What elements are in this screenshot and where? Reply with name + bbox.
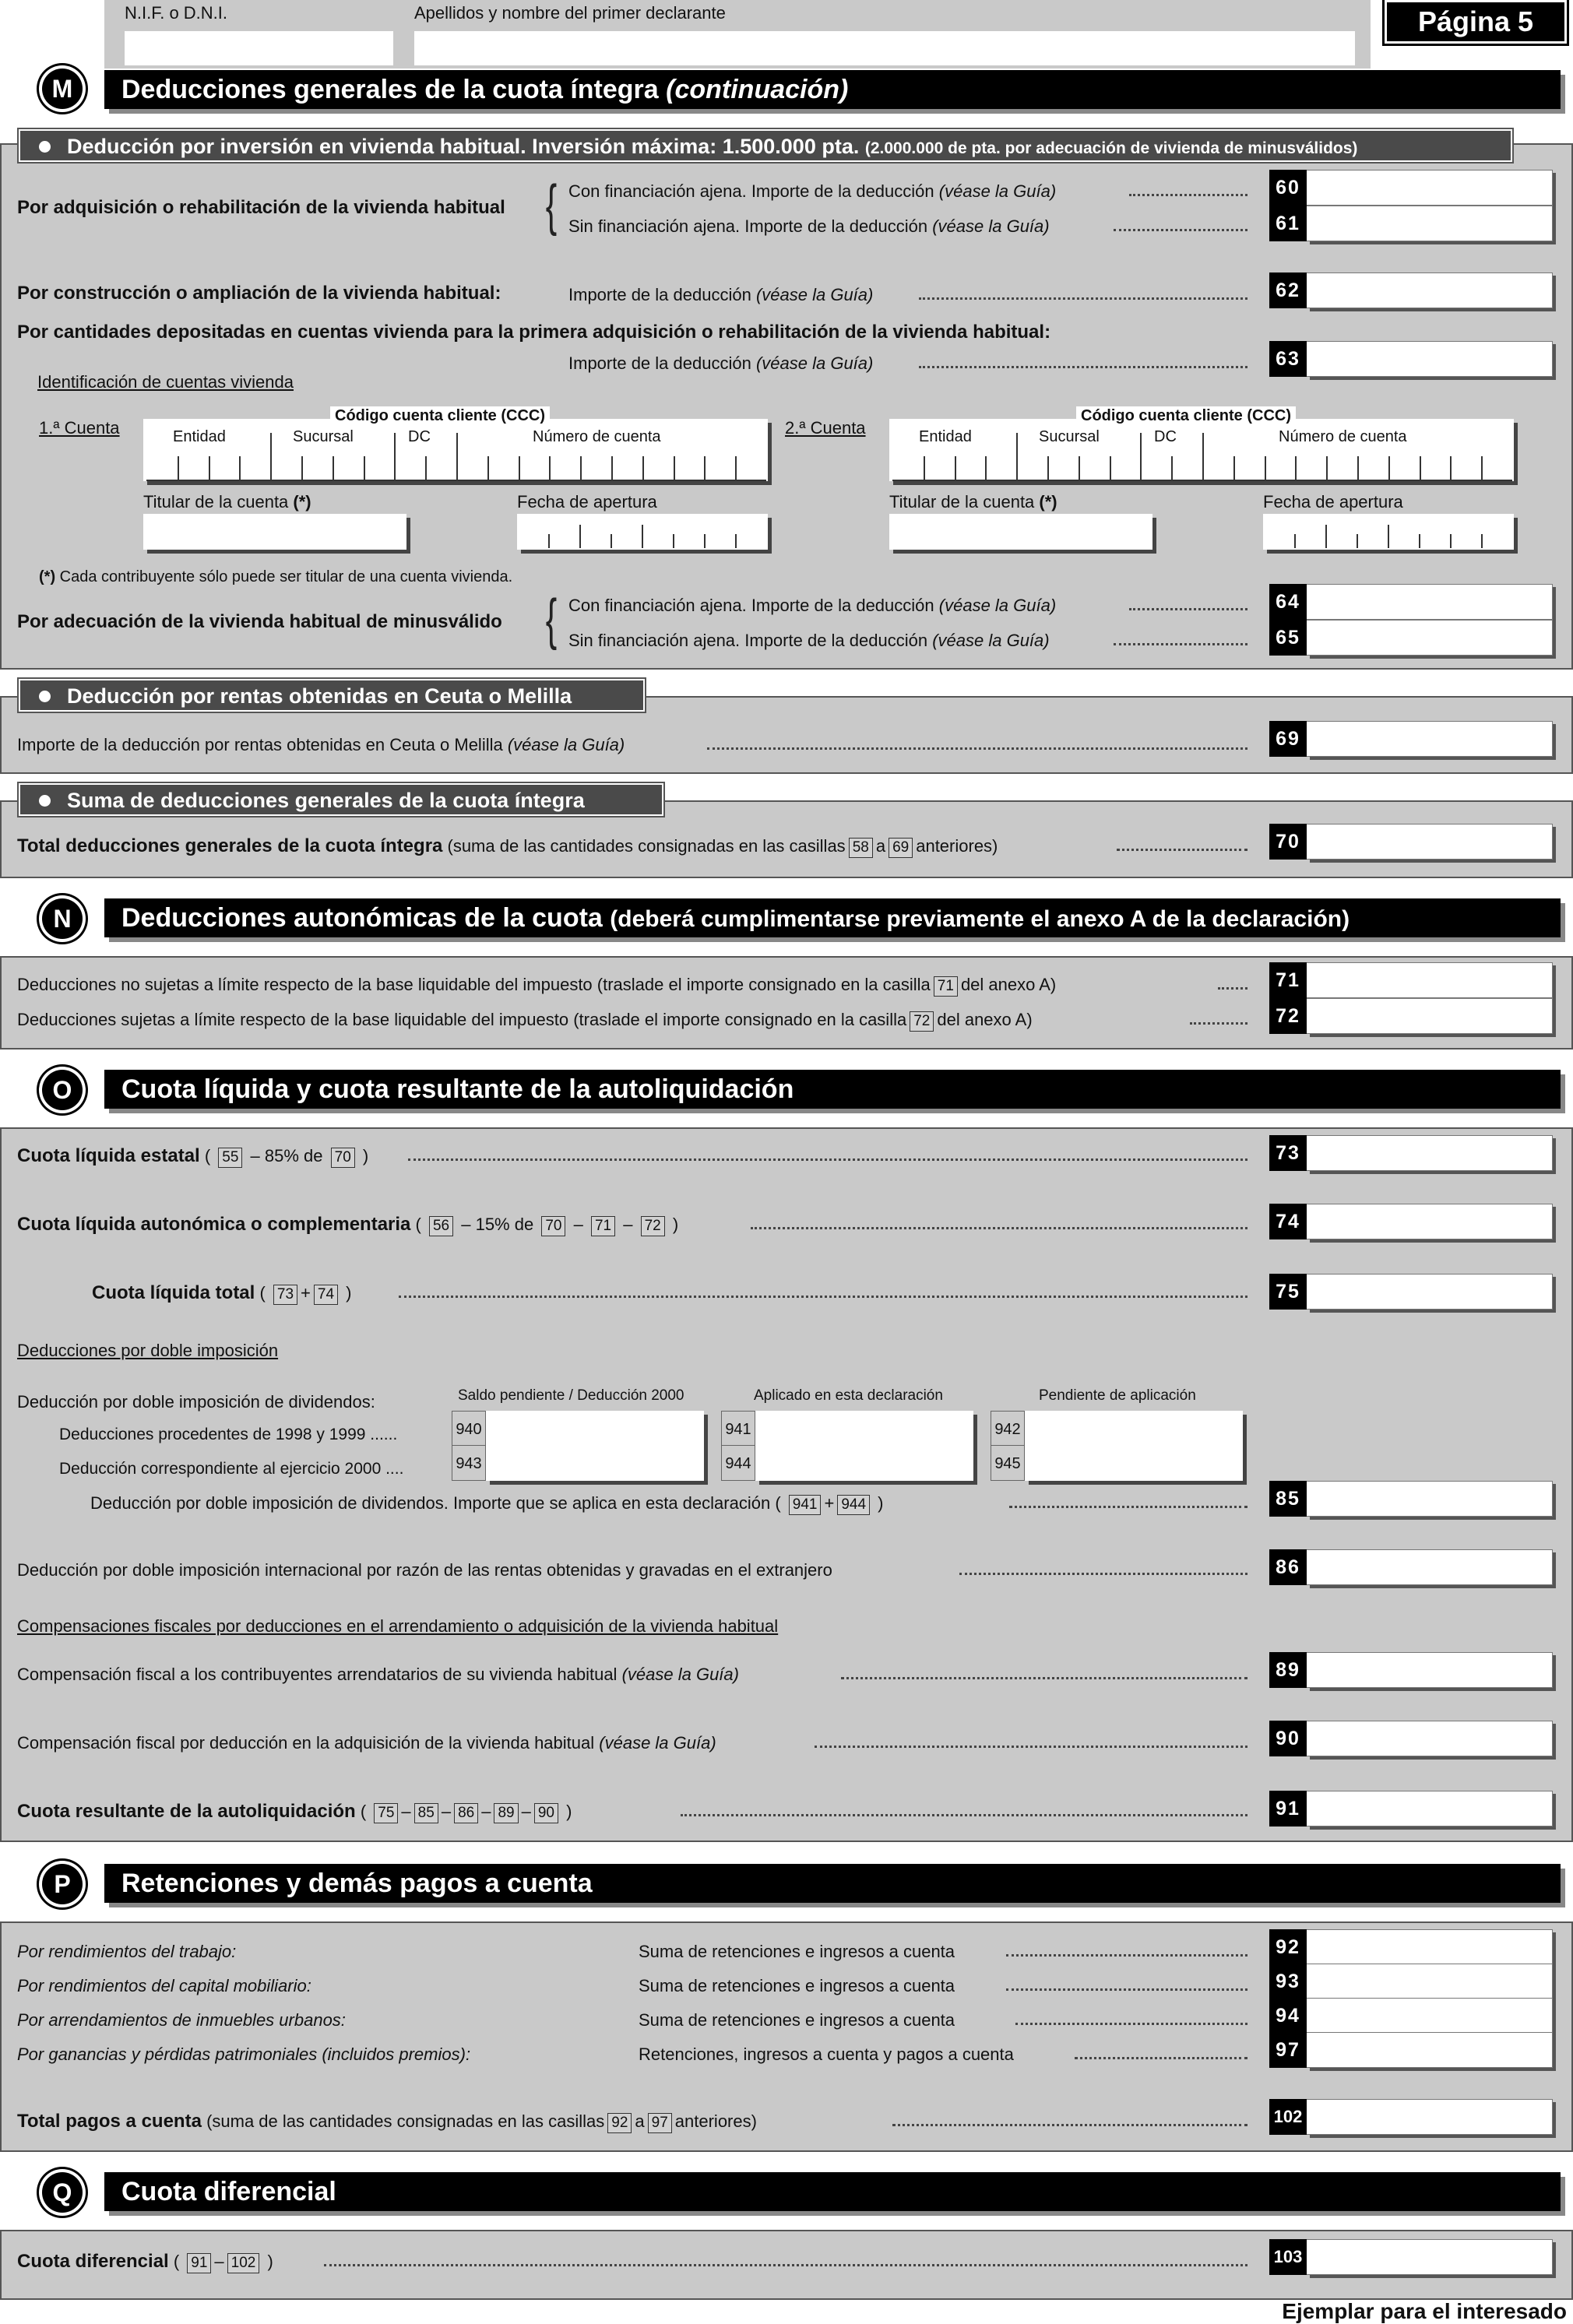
fecha-2-label: Fecha de apertura	[1263, 492, 1403, 512]
leader-dots	[959, 1572, 1247, 1575]
casilla-85-label: 85	[1269, 1481, 1307, 1517]
section-m-title: Deducciones generales de la cuota íntegra	[121, 75, 659, 104]
brace-icon: {	[545, 174, 558, 237]
ccc-1-baseline	[146, 480, 766, 481]
line-86: Deducción por doble imposición internacional por razón de las rentas obtenidas y gravadas en el extranjero	[17, 1560, 832, 1580]
comb-tick	[642, 456, 644, 480]
casilla-97-label: 97	[1269, 2032, 1307, 2068]
casilla-942-field[interactable]	[1025, 1411, 1243, 1447]
numero-cuenta-1: Número de cuenta	[533, 428, 661, 445]
casilla-94-field[interactable]	[1307, 1998, 1553, 2034]
casilla-103-label: 103	[1269, 2239, 1307, 2275]
leader-dots	[1009, 1505, 1247, 1508]
casilla-103-field[interactable]	[1307, 2239, 1553, 2275]
comb-tick	[1140, 433, 1142, 480]
line-85: Deducción por doble imposición de dividendos. Importe que se aplica en esta declaración ( 941 + 944 )	[90, 1493, 883, 1515]
casilla-70-label: 70	[1269, 824, 1307, 860]
casilla-74-field[interactable]	[1307, 1204, 1553, 1239]
section-n-title: Deducciones autonómicas de la cuota	[121, 903, 603, 933]
name-label: Apellidos y nombre del primer declarante	[414, 3, 726, 23]
con-financiacion-64: Con financiación ajena. Importe de la deducción (véase la Guía)	[568, 596, 1057, 615]
casilla-90-label: 90	[1269, 1721, 1307, 1756]
casilla-72-label: 72	[1269, 998, 1307, 1034]
casilla-93-field[interactable]	[1307, 1964, 1553, 1999]
minusvalido-label: Por adecuación de la vivienda habitual de minusválido	[17, 611, 502, 632]
comb-tick	[1233, 456, 1235, 480]
vivienda-tab	[19, 129, 1512, 162]
casilla-64-field[interactable]	[1307, 584, 1553, 620]
casilla-97-field[interactable]	[1307, 2032, 1553, 2068]
brace-icon: {	[545, 589, 558, 651]
leader-dots	[681, 1813, 1247, 1816]
suma-tab	[19, 783, 663, 816]
trabajo-label: Por rendimientos del trabajo:	[17, 1942, 237, 1961]
leader-dots	[707, 747, 1247, 750]
name-field[interactable]	[414, 31, 1355, 65]
comb-tick	[1481, 534, 1483, 548]
comb-tick	[1388, 525, 1389, 548]
section-o-title: Cuota líquida y cuota resultante de la autoliquidación	[121, 1074, 794, 1104]
ceuta-line: Importe de la deducción por rentas obtenidas en Ceuta o Melilla (véase la Guía)	[17, 735, 625, 754]
comb-tick	[985, 456, 987, 480]
entidad-2: Entidad	[919, 428, 972, 445]
trabajo-suma: Suma de retenciones e ingresos a cuenta	[639, 1942, 955, 1961]
line-71: Deducciones no sujetas a límite respecto de la base liquidable del impuesto (traslade el importe consignado en la casilla 71 del anexo A)	[17, 975, 1056, 997]
leader-dots	[399, 1295, 1247, 1298]
casilla-944-field[interactable]	[755, 1445, 973, 1481]
total-pagos-line: Total pagos a cuenta (suma de las cantidades consignadas en las casillas 92 a 97 anteriores)	[17, 2111, 757, 2132]
comb-tick	[519, 456, 520, 480]
comb-tick	[1047, 456, 1049, 480]
numero-cuenta-2: Número de cuenta	[1279, 428, 1407, 445]
comb-tick	[611, 456, 613, 480]
leader-dots	[1006, 1953, 1247, 1957]
importe-63: Importe de la deducción (véase la Guía)	[568, 353, 874, 373]
leader-dots	[1015, 2022, 1247, 2025]
section-p-letter: P	[42, 1864, 83, 1904]
casilla-85-field[interactable]	[1307, 1481, 1553, 1517]
leader-dots	[1218, 986, 1247, 990]
section-o-title-bar	[104, 1070, 1561, 1109]
doble-title: Deducciones por doble imposición	[17, 1341, 279, 1360]
ref-71: 71	[934, 976, 958, 997]
comb-tick	[735, 534, 737, 548]
comb-tick	[1294, 534, 1296, 548]
casilla-70-field[interactable]	[1307, 824, 1553, 860]
comb-tick	[1450, 456, 1452, 480]
cuentas-label: Por cantidades depositadas en cuentas vivienda para la primera adquisición o rehabilitación de la vivienda habitual:	[17, 322, 1051, 343]
casilla-73-field[interactable]	[1307, 1135, 1553, 1171]
casilla-941-field[interactable]	[755, 1411, 973, 1447]
section-m-letter: M	[42, 69, 83, 109]
titular-2-field[interactable]	[889, 514, 1152, 550]
leader-dots	[892, 2123, 1247, 2126]
casilla-71-field[interactable]	[1307, 962, 1553, 998]
ganancias-retenciones: Retenciones, ingresos a cuenta y pagos a cuenta	[639, 2044, 1014, 2064]
casilla-92-label: 92	[1269, 1929, 1307, 1965]
leader-dots	[1129, 193, 1247, 196]
comb-tick	[1357, 456, 1359, 480]
casilla-89-label: 89	[1269, 1652, 1307, 1688]
casilla-945-field[interactable]	[1025, 1445, 1243, 1481]
casilla-943-field[interactable]	[486, 1445, 704, 1481]
comb-tick	[924, 456, 925, 480]
casilla-62-field[interactable]	[1307, 272, 1553, 308]
leader-dots	[1114, 228, 1247, 231]
ceuta-tab-title: Deducción por rentas obtenidas en Ceuta o Melilla	[67, 684, 572, 708]
capital-label: Por rendimientos del capital mobiliario:	[17, 1976, 311, 1995]
line-72: Deducciones sujetas a límite respecto de la base liquidable del impuesto (traslade el importe consignado en la casilla 72 del anexo A)	[17, 1010, 1033, 1032]
casilla-945-label: 945	[991, 1445, 1025, 1481]
ref-97: 97	[648, 2113, 672, 2133]
casilla-63-field[interactable]	[1307, 341, 1553, 377]
leader-dots	[841, 1676, 1247, 1679]
comb-tick	[333, 456, 334, 480]
comb-tick	[704, 456, 706, 480]
comb-tick	[1481, 456, 1483, 480]
leader-dots	[919, 365, 1247, 368]
ccc-2-baseline	[892, 480, 1512, 481]
comb-tick	[1079, 456, 1080, 480]
casilla-944-label: 944	[721, 1445, 755, 1481]
col-aplicado: Aplicado en esta declaración	[754, 1387, 943, 1404]
comb-tick	[364, 456, 365, 480]
comb-tick	[673, 534, 674, 548]
casilla-86-field[interactable]	[1307, 1549, 1553, 1585]
comb-tick	[548, 534, 550, 548]
comb-tick	[549, 456, 551, 480]
ref-69: 69	[889, 838, 913, 858]
casilla-91-field[interactable]	[1307, 1791, 1553, 1827]
ejemplar-label: Ejemplar para el interesado	[1282, 2299, 1567, 2323]
leader-dots	[1006, 1988, 1247, 1991]
leader-dots	[815, 1745, 1247, 1748]
dc-2: DC	[1154, 428, 1177, 445]
line-91: Cuota resultante de la autoliquidación ( 75 – 85 – 86 – 89 – 90 )	[17, 1801, 572, 1822]
line-75: Cuota líquida total ( 73 + 74 )	[92, 1282, 352, 1303]
sucursal-1: Sucursal	[293, 428, 354, 445]
comb-tick	[425, 456, 427, 480]
titular-1-field[interactable]	[143, 514, 406, 550]
casilla-93-label: 93	[1269, 1964, 1307, 1999]
casilla-74-label: 74	[1269, 1204, 1307, 1239]
comb-tick	[1420, 456, 1421, 480]
comb-tick	[579, 525, 581, 548]
casilla-71-label: 71	[1269, 962, 1307, 998]
dc-1: DC	[408, 428, 431, 445]
comb-tick	[704, 534, 706, 548]
section-q-letter: Q	[42, 2172, 83, 2213]
comb-tick	[301, 456, 303, 480]
comb-tick	[1295, 456, 1297, 480]
vivienda-tab-note: (2.000.000 de pta. por adecuación de vivienda de minusválidos)	[864, 139, 1358, 157]
casilla-72-field[interactable]	[1307, 998, 1553, 1034]
casilla-94-label: 94	[1269, 1998, 1307, 2034]
casilla-63-label: 63	[1269, 341, 1307, 377]
cuenta-1-label: 1.ª Cuenta	[39, 418, 120, 438]
casilla-64-label: 64	[1269, 584, 1307, 620]
titular-2-label: Titular de la cuenta (*)	[889, 492, 1057, 512]
con-financiacion-60: Con financiación ajena. Importe de la deducción (véase la Guía)	[568, 181, 1057, 201]
section-o-letter: O	[42, 1070, 83, 1110]
casilla-60-field[interactable]	[1307, 170, 1553, 206]
casilla-102-label: 102	[1269, 2099, 1307, 2135]
comb-tick	[239, 456, 241, 480]
section-m-title-bar	[104, 70, 1561, 109]
arrendamientos-suma: Suma de retenciones e ingresos a cuenta	[639, 2010, 955, 2030]
line-73: Cuota líquida estatal ( 55 – 85% de 70 )	[17, 1145, 369, 1166]
vivienda-tab-title: Deducción por inversión en vivienda habitual. Inversión máxima: 1.500.000 pta.	[67, 135, 860, 158]
casilla-69-label: 69	[1269, 721, 1307, 757]
ccc-1-caption: Código cuenta cliente (CCC)	[330, 406, 550, 425]
leader-dots	[324, 2263, 1247, 2266]
sucursal-2: Sucursal	[1039, 428, 1100, 445]
fecha-1-label: Fecha de apertura	[517, 492, 657, 512]
leader-dots	[1114, 642, 1247, 645]
section-q-title: Cuota diferencial	[121, 2177, 336, 2206]
comb-tick	[1110, 456, 1111, 480]
cuenta-2-label: 2.ª Cuenta	[785, 418, 866, 438]
casilla-89-field[interactable]	[1307, 1652, 1553, 1688]
casilla-102-field[interactable]	[1307, 2099, 1553, 2135]
leader-dots	[1075, 2056, 1247, 2059]
casilla-69-field[interactable]	[1307, 721, 1553, 757]
comb-tick	[1202, 433, 1204, 480]
comb-tick	[456, 433, 458, 480]
col-pendiente: Pendiente de aplicación	[1039, 1387, 1196, 1404]
dividendos-label: Deducción por doble imposición de dividendos:	[17, 1392, 375, 1412]
casilla-65-label: 65	[1269, 620, 1307, 656]
casilla-940-label: 940	[452, 1411, 486, 1447]
nota-cuenta: (*) Cada contribuyente sólo puede ser titular de una cuenta vivienda.	[39, 568, 513, 585]
page-label: Página 5	[1417, 5, 1534, 37]
construccion-label: Por construcción o ampliación de la vivienda habitual:	[17, 283, 501, 304]
comb-tick	[1419, 534, 1420, 548]
leader-dots	[919, 297, 1247, 300]
line-103: Cuota diferencial ( 91 – 102 )	[17, 2251, 273, 2272]
nif-field[interactable]	[125, 31, 393, 65]
casilla-940-field[interactable]	[486, 1411, 704, 1447]
casilla-75-field[interactable]	[1307, 1274, 1553, 1310]
section-n-letter: N	[42, 898, 83, 939]
leader-dots	[1190, 1021, 1247, 1025]
casilla-73-label: 73	[1269, 1135, 1307, 1171]
nif-label: N.I.F. o D.N.I.	[125, 3, 228, 23]
casilla-91-label: 91	[1269, 1791, 1307, 1827]
casilla-92-field[interactable]	[1307, 1929, 1553, 1965]
comb-tick	[735, 456, 737, 480]
importe-62: Importe de la deducción (véase la Guía)	[568, 285, 874, 304]
bullet-icon	[39, 691, 51, 702]
row-2000: Deducción correspondiente al ejercicio 2000 ....	[59, 1460, 404, 1478]
comb-tick	[178, 456, 179, 480]
comb-tick	[270, 433, 272, 480]
leader-dots	[751, 1226, 1247, 1229]
arrendamientos-label: Por arrendamientos de inmuebles urbanos:	[17, 2010, 346, 2030]
casilla-943-label: 943	[452, 1445, 486, 1481]
section-n-title-bar	[104, 898, 1561, 937]
row-1998: Deducciones procedentes de 1998 y 1999 ......	[59, 1426, 398, 1443]
casilla-90-field[interactable]	[1307, 1721, 1553, 1756]
casilla-61-label: 61	[1269, 206, 1307, 241]
section-p-title: Retenciones y demás pagos a cuenta	[121, 1869, 593, 1898]
ref-92: 92	[607, 2113, 632, 2133]
comb-tick	[1265, 456, 1266, 480]
casilla-65-field[interactable]	[1307, 620, 1553, 656]
bullet-icon	[39, 141, 51, 153]
comb-tick	[1388, 456, 1390, 480]
comb-tick	[955, 456, 956, 480]
line-89: Compensación fiscal a los contribuyentes arrendatarios de su vivienda habitual (véase la Guía)	[17, 1665, 739, 1684]
leader-dots	[408, 1158, 1247, 1161]
identificacion-label: Identificación de cuentas vivienda	[37, 372, 294, 392]
section-n-title-suffix: (deberá cumplimentarse previamente el anexo A de la declaración)	[610, 906, 1350, 932]
compensaciones-title: Compensaciones fiscales por deducciones en el arrendamiento o adquisición de la vivienda habitual	[17, 1616, 779, 1636]
bullet-icon	[39, 795, 51, 807]
comb-tick	[209, 456, 210, 480]
total-deducciones-line: Total deducciones generales de la cuota íntegra (suma de las cantidades consignadas en las casillas 58 a 69 anteriores)	[17, 835, 998, 856]
casilla-75-label: 75	[1269, 1274, 1307, 1310]
casilla-62-label: 62	[1269, 272, 1307, 308]
casilla-61-field[interactable]	[1307, 206, 1553, 241]
leader-dots	[1117, 848, 1247, 851]
comb-tick	[674, 456, 675, 480]
ref-72: 72	[910, 1011, 934, 1032]
section-q-title-bar	[104, 2172, 1561, 2211]
comb-tick	[1016, 433, 1018, 480]
sin-financiacion-65: Sin financiación ajena. Importe de la deducción (véase la Guía)	[568, 631, 1050, 650]
section-p-title-bar	[104, 1864, 1561, 1903]
ccc-2-caption: Código cuenta cliente (CCC)	[1076, 406, 1296, 425]
ceuta-tab	[19, 679, 645, 712]
comb-tick	[611, 534, 612, 548]
section-m-title-suffix: (continuación)	[666, 75, 849, 104]
capital-suma: Suma de retenciones e ingresos a cuenta	[639, 1976, 955, 1995]
line-90: Compensación fiscal por deducción en la adquisición de la vivienda habitual (véase la Guía)	[17, 1733, 716, 1753]
comb-tick	[642, 525, 643, 548]
comb-tick	[1325, 525, 1327, 548]
comb-tick	[580, 456, 582, 480]
comb-tick	[1357, 534, 1358, 548]
comb-tick	[1326, 456, 1328, 480]
ref-58: 58	[849, 838, 873, 858]
comb-tick	[394, 433, 396, 480]
adquisicion-label: Por adquisición o rehabilitación de la vivienda habitual	[17, 197, 505, 218]
comb-tick	[1171, 456, 1173, 480]
ganancias-label: Por ganancias y pérdidas patrimoniales (incluidos premios):	[17, 2044, 471, 2064]
sin-financiacion-61: Sin financiación ajena. Importe de la deducción (véase la Guía)	[568, 216, 1050, 236]
leader-dots	[1129, 607, 1247, 610]
casilla-86-label: 86	[1269, 1549, 1307, 1585]
col-saldo: Saldo pendiente / Deducción 2000	[458, 1387, 684, 1404]
titular-1-label: Titular de la cuenta (*)	[143, 492, 311, 512]
suma-tab-title: Suma de deducciones generales de la cuota íntegra	[67, 789, 585, 812]
casilla-941-label: 941	[721, 1411, 755, 1447]
casilla-60-label: 60	[1269, 170, 1307, 206]
comb-tick	[487, 456, 489, 480]
comb-tick	[1450, 534, 1452, 548]
line-74: Cuota líquida autonómica o complementaria ( 56 – 15% de 70 – 71 – 72 )	[17, 1214, 679, 1235]
casilla-942-label: 942	[991, 1411, 1025, 1447]
entidad-1: Entidad	[173, 428, 226, 445]
